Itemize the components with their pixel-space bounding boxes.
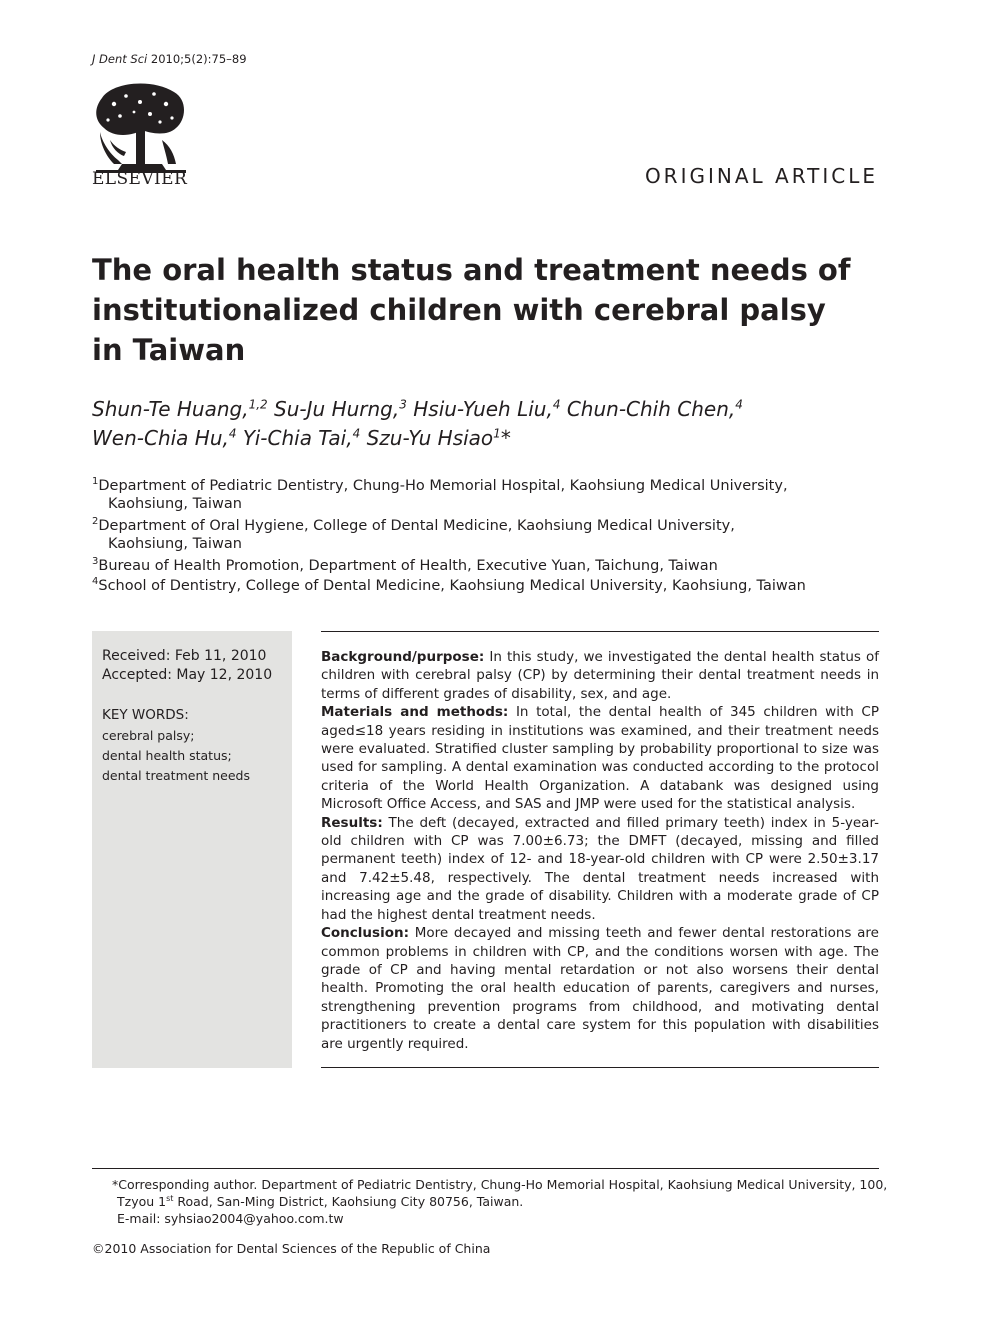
affiliation-text: Department of Pediatric Dentistry, Chung-Ho Memorial Hospital, Kaohsiung Medical University, (98, 477, 788, 494)
author-affil-sup: 1 (493, 426, 501, 441)
abstract-background (321, 648, 879, 703)
author-list-line-2 (92, 426, 882, 450)
section-label: Conclusion: (321, 925, 409, 942)
author-name: Shun-Te Huang, (92, 397, 249, 421)
section-label: Background/purpose: (321, 649, 485, 665)
affiliation-4 (92, 576, 806, 594)
author-affil-sup: 4 (735, 397, 743, 412)
affiliation-1-cont: Kaohsiung, Taiwan (108, 496, 242, 512)
author-name: Wen-Chia Hu, (92, 426, 229, 450)
title-line-3: in Taiwan (92, 333, 246, 367)
affiliation-2 (92, 516, 735, 534)
accepted-date: Accepted: May 12, 2010 (102, 667, 273, 683)
author-affil-sup: 3 (399, 397, 407, 412)
author-affil-sup: 4 (352, 426, 361, 441)
abstract (321, 648, 879, 1053)
title-line-2: institutionalized children with cerebral palsy (92, 293, 826, 327)
article-type-label: ORIGINAL ARTICLE (644, 164, 878, 188)
author-name: Yi-Chia Tai, (242, 426, 353, 450)
article-info-sidebar (92, 631, 292, 1068)
copyright-notice: ©2010 Association for Dental Sciences of the Republic of China (92, 1241, 491, 1256)
section-text: The deft (decayed, extracted and filled primary teeth) index in 5-year-old children with CP was 7.00±6.73; the DMFT (decayed, missing and filled permanent teeth) index of 12- and 18-year-old children with CP were 2.50±3.17 and 7.42±5.48, respectively. The dental treatment needs increased with increasing age and the grade of disability. Children with a moderate grade of CP had the highest dental treatment needs. (321, 814, 879, 923)
affiliation-sup: 4 (92, 576, 99, 587)
affiliation-sup: 3 (92, 556, 99, 567)
publisher-wordmark: ELSEVIER (92, 169, 188, 189)
corresponding-author-note: *Corresponding author. Department of Pediatric Dentistry, Chung-Ho Memorial Hospital, Kaohsiung Medical University, 100, (112, 1177, 888, 1192)
journal-name: J Dent Sci (92, 52, 148, 66)
corresponding-email[interactable]: E-mail: syhsiao2004@yahoo.com.tw (117, 1211, 344, 1226)
section-text: More decayed and missing teeth and fewer dental restorations are common problems in children with CP, and the conditions worsen with age. The grade of CP and having mental retardation or not also worsens their dental health. Promoting the oral health education of parents, caregivers and nurses, strengthening prevention programs from childhood, and motivating dental practitioners to create a dental care system for this population with disabilities are urgently required. (321, 925, 879, 1052)
journal-citation (92, 52, 247, 66)
affiliation-sup: 2 (92, 516, 99, 527)
affiliation-text: Bureau of Health Promotion, Department of Health, Executive Yuan, Taichung, Taiwan (98, 557, 718, 574)
ordinal-sup: st (166, 1194, 174, 1203)
abstract-methods (321, 703, 879, 813)
abstract-conclusion (321, 924, 879, 1053)
keywords-heading: KEY WORDS: (102, 707, 189, 723)
author-name: Szu-Yu Hsiao (366, 426, 494, 450)
author-affil-sup: 4 (552, 397, 561, 412)
corresponding-author-address (117, 1194, 523, 1209)
section-text: In this study, we investigated the dental health status of children with cerebral palsy (CP) by determining their dental treatment needs in terms of different grades of disability, sex, and age. (321, 649, 879, 702)
affiliation-1 (92, 476, 788, 494)
author-name: Su-Ju Hurng, (274, 397, 400, 421)
author-list-line-1 (92, 397, 882, 421)
section-label: Materials and methods: (321, 704, 509, 721)
keyword: cerebral palsy; (102, 728, 195, 743)
section-label: Results: (321, 814, 383, 831)
author-name: Chun-Chih Chen, (566, 397, 736, 421)
abstract-bottom-rule (321, 1067, 879, 1068)
section-text: In total, the dental health of 345 children with CP aged≤18 years residing in institutions was examined, and their treatment needs were evaluated. Stratified cluster sampling by probability proportional to size was used for sampling. A dental examination was conducted according to the protocol criteria of the World Health Organization. A databank was designed using Microsoft Office Access, and SAS and JMP were used for the statistical analysis. (321, 704, 879, 813)
corresponding-mark: * (500, 426, 511, 450)
footnote-rule (92, 1168, 879, 1169)
abstract-top-rule (321, 631, 879, 632)
author-name: Hsiu-Yueh Liu, (413, 397, 553, 421)
author-affil-sup: 4 (228, 426, 237, 441)
keyword: dental treatment needs (102, 768, 250, 783)
affiliation-3 (92, 556, 718, 574)
address-text: Tzyou 1 (117, 1194, 167, 1210)
address-text: Road, San-Ming District, Kaohsiung City 80756, Taiwan. (173, 1194, 524, 1210)
author-affil-sup: 1,2 (248, 397, 268, 412)
citation-volume-pages: 2010;5(2):75–89 (150, 52, 247, 66)
affiliation-text: School of Dentistry, College of Dental Medicine, Kaohsiung Medical University, Kaohsiung, Taiwan (98, 577, 806, 594)
affiliation-text: Department of Oral Hygiene, College of Dental Medicine, Kaohsiung Medical University, (98, 517, 735, 534)
received-date: Received: Feb 11, 2010 (102, 648, 267, 664)
keyword: dental health status; (102, 748, 232, 763)
article-title (92, 250, 882, 370)
affiliation-sup: 1 (92, 476, 99, 487)
abstract-results (321, 814, 879, 924)
title-line-1: The oral health status and treatment needs of (92, 253, 851, 287)
affiliation-2-cont: Kaohsiung, Taiwan (108, 536, 242, 552)
